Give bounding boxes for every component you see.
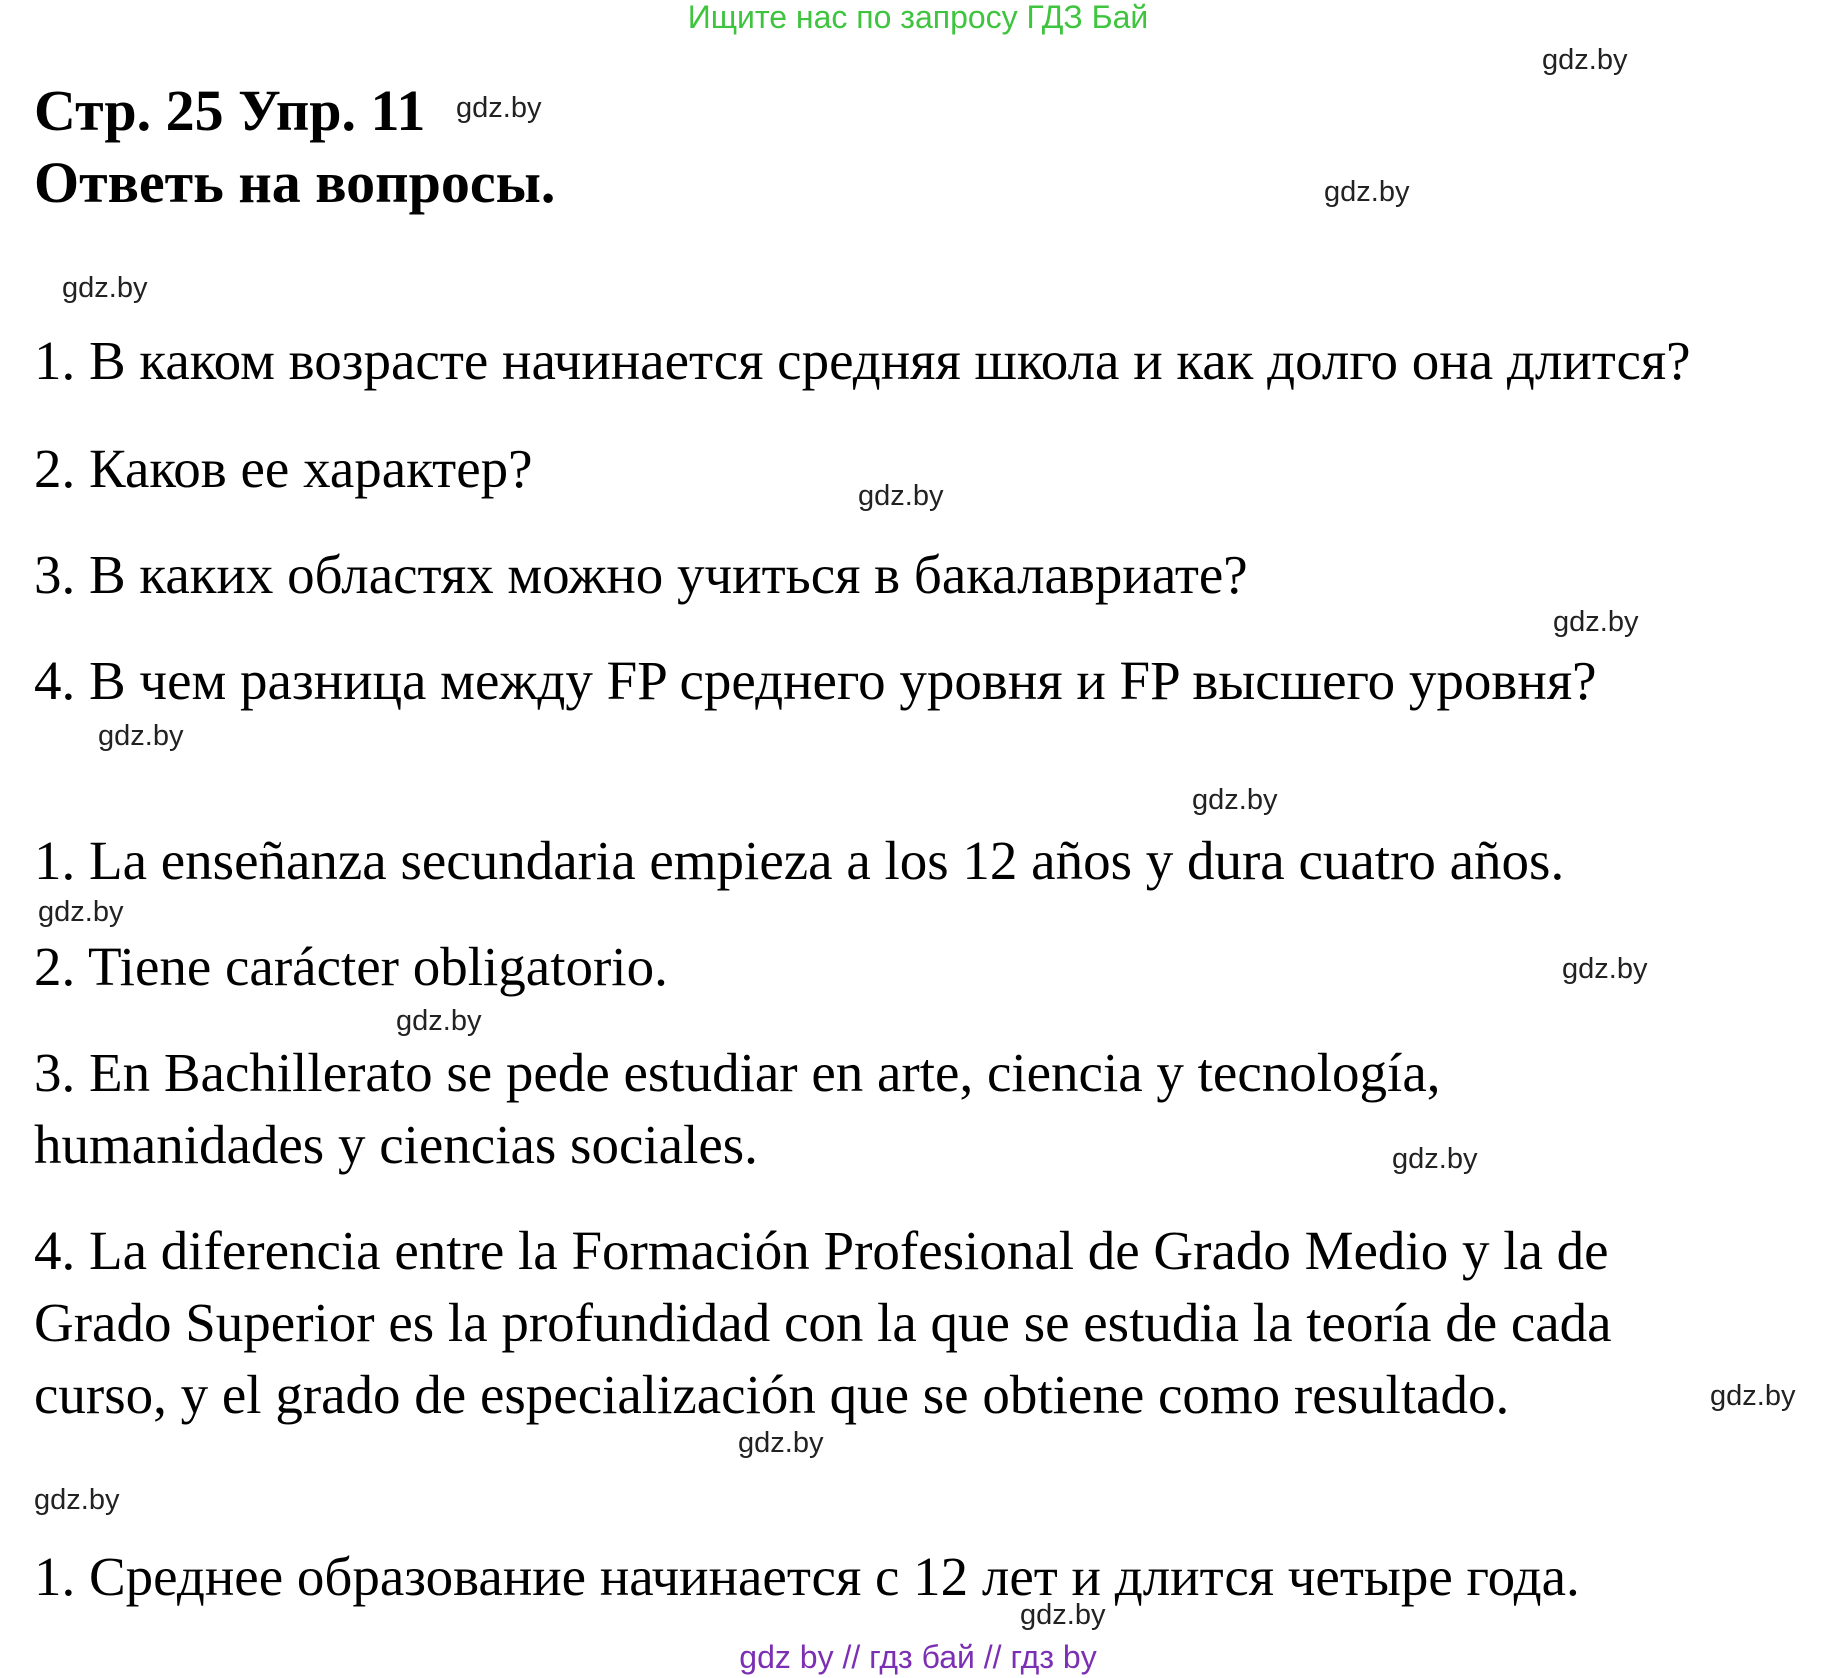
- footer-links: gdz by // гдз бай // гдз by: [739, 1639, 1097, 1675]
- watermark: gdz.by: [1542, 44, 1628, 76]
- watermark: gdz.by: [1553, 606, 1639, 638]
- page-title: Стр. 25 Упр. 11: [34, 78, 426, 143]
- watermark: gdz.by: [396, 1005, 482, 1037]
- watermark: gdz.by: [1392, 1143, 1478, 1175]
- question-2: 2. Каков ее характер?: [34, 438, 533, 499]
- watermark: gdz.by: [456, 92, 542, 124]
- question-3: 3. В каких областях можно учиться в бакалавриате?: [34, 544, 1248, 605]
- top-banner: Ищите нас по запросу ГДЗ Бай: [687, 0, 1149, 35]
- question-4: 4. В чем разница между FP среднего уровня и FP высшего уровня?: [34, 650, 1597, 711]
- translation-1: 1. Среднее образование начинается с 12 лет и длится четыре года.: [34, 1546, 1580, 1607]
- watermark: gdz.by: [858, 480, 944, 512]
- watermark: gdz.by: [38, 896, 124, 928]
- watermark: gdz.by: [34, 1484, 120, 1516]
- watermark: gdz.by: [738, 1427, 824, 1459]
- answer-4-line-1: 4. La diferencia entre la Formación Profesional de Grado Medio y la de: [34, 1220, 1609, 1281]
- answer-3-line-1: 3. En Bachillerato se pede estudiar en arte, ciencia y tecnología,: [34, 1042, 1441, 1103]
- watermark: gdz.by: [1324, 176, 1410, 208]
- watermark: gdz.by: [1562, 953, 1648, 985]
- question-1: 1. В каком возрасте начинается средняя школа и как долго она длится?: [34, 330, 1691, 391]
- watermark: gdz.by: [1020, 1599, 1106, 1631]
- answer-4-line-2: Grado Superior es la profundidad con la que se estudia la teoría de cada: [34, 1292, 1612, 1353]
- answer-2: 2. Tiene carácter obligatorio.: [34, 936, 668, 997]
- answer-1: 1. La enseñanza secundaria empieza a los 12 años y dura cuatro años.: [34, 830, 1565, 891]
- watermark: gdz.by: [62, 272, 148, 304]
- watermark: gdz.by: [1192, 784, 1278, 816]
- watermark: gdz.by: [98, 720, 184, 752]
- watermark: gdz.by: [1710, 1380, 1796, 1412]
- answer-4-line-3: curso, y el grado de especialización que se obtiene como resultado.: [34, 1364, 1510, 1425]
- page-subtitle: Ответь на вопросы.: [34, 150, 556, 215]
- answer-3-line-2: humanidades y ciencias sociales.: [34, 1114, 758, 1175]
